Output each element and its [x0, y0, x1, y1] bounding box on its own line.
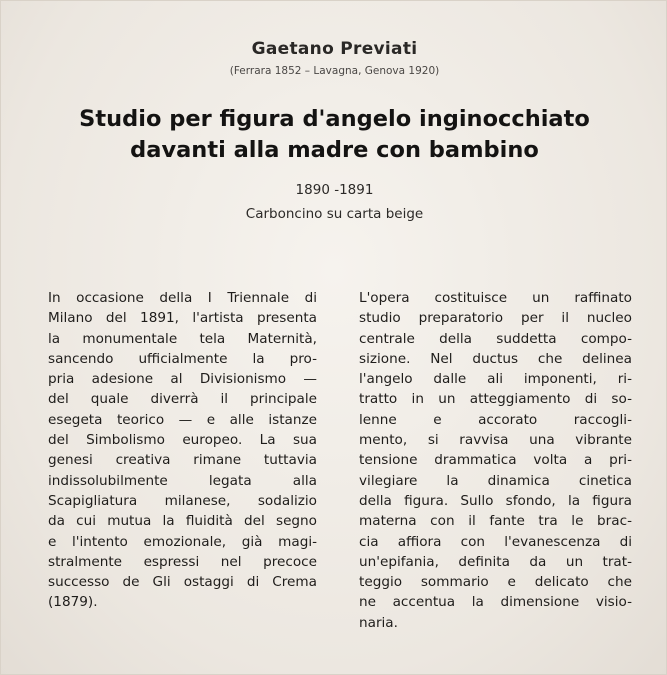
artwork-medium: Carboncino su carta beige	[245, 206, 424, 222]
text-line: genesi creativa rimane tuttavia	[48, 452, 317, 469]
text-line: della figura. Sullo sfondo, la figura	[359, 492, 632, 509]
text-line: tratto in un atteggiamento di so-	[359, 391, 632, 408]
description-left-column	[48, 288, 317, 613]
text-line: ne accentua la dimensione visio-	[359, 594, 632, 611]
text-line: Scapigliatura milanese, sodalizio	[48, 492, 317, 509]
artist-dates: (Ferrara 1852 – Lavagna, Genova 1920)	[229, 65, 440, 77]
text-line: naria.	[359, 614, 398, 631]
text-line: lenne e accorato raccogli-	[359, 411, 632, 428]
text-line: vilegiare la dinamica cinetica	[359, 472, 632, 489]
title-line-1: Studio per figura d'angelo inginocchiato	[79, 106, 590, 132]
text-line: esegeta teorico — e alle istanze	[48, 411, 317, 428]
text-line: sizione. Nel ductus che delinea	[359, 350, 632, 367]
text-line: la monumentale tela Maternità,	[48, 330, 317, 347]
text-line: l'angelo dalle ali imponenti, ri-	[359, 371, 632, 388]
artwork-title	[1, 104, 667, 166]
text-line: successo de Gli ostaggi di Crema	[48, 574, 317, 591]
text-line: L'opera costituisce un raffinato	[359, 290, 632, 306]
artist-name: Gaetano Previati	[251, 39, 418, 59]
text-line: (1879).	[48, 594, 98, 611]
text-line: e l'intento emozionale, già magi-	[48, 533, 317, 550]
text-line: teggio sommario e delicato che	[359, 574, 632, 591]
text-line: del Simbolismo europeo. La sua	[48, 432, 317, 449]
text-line: del quale diverrà il principale	[48, 391, 317, 408]
artwork-year: 1890 -1891	[295, 182, 374, 198]
text-line: sancendo ufficialmente la pro-	[48, 350, 317, 367]
text-line: Milano del 1891, l'artista presenta	[48, 310, 317, 327]
text-line: materna con il fante tra le brac-	[359, 513, 632, 530]
text-line: un'epifania, definita da un trat-	[359, 553, 632, 570]
text-line: tensione drammatica volta a pri-	[359, 452, 632, 469]
text-line: indissolubilmente legata alla	[48, 472, 317, 489]
text-line: studio preparatorio per il nucleo	[359, 310, 632, 327]
text-line: cia affiora con l'evanescenza di	[359, 533, 632, 550]
text-line: In occasione della I Triennale di	[48, 290, 317, 306]
text-line: pria adesione al Divisionismo —	[48, 371, 317, 388]
description-right-column	[359, 288, 632, 633]
title-line-2: davanti alla madre con bambino	[130, 137, 539, 163]
text-line: da cui mutua la fluidità del segno	[48, 513, 317, 530]
text-line: stralmente espressi nel precoce	[48, 553, 317, 570]
text-line: mento, si ravvisa una vibrante	[359, 432, 632, 449]
text-line: centrale della suddetta compo-	[359, 330, 632, 347]
